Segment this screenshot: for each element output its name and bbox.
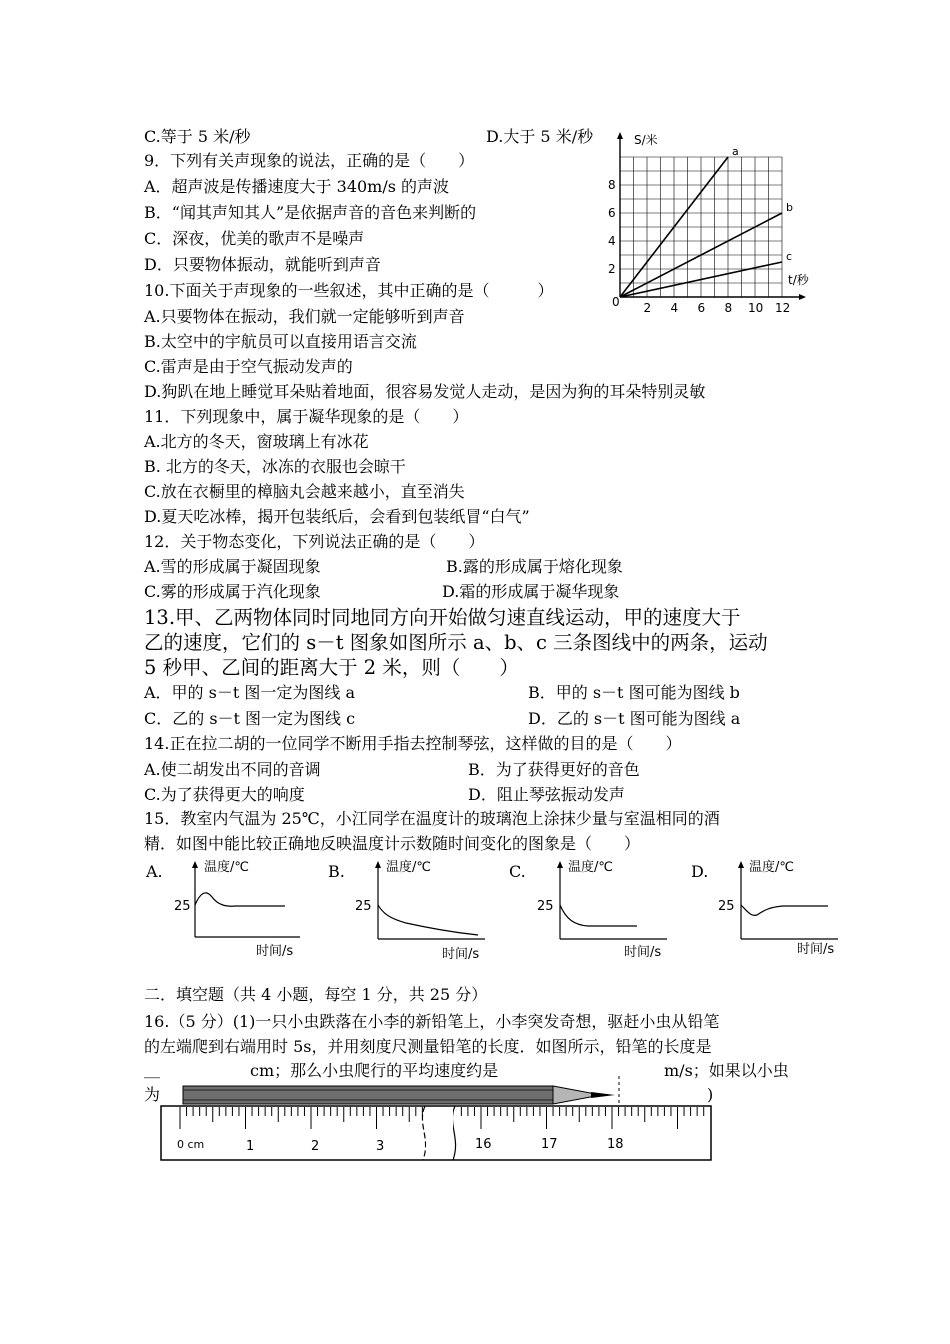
q10-option-c: C.雷声是由于空气振动发声的 (144, 357, 353, 376)
q9-option-d: D．只要物体振动，就能听到声音 (144, 255, 381, 274)
x-tick-label: 2 (643, 301, 652, 315)
graph-c-tick: 25 (537, 899, 554, 914)
q16-line2: 的左端爬到右端用时 5s，并用刻度尺测量铅笔的长度．如图所示，铅笔的长度是 (144, 1037, 712, 1056)
x-axis-arrow (799, 294, 806, 300)
q8-option-c: C.等于 5 米/秒 (144, 127, 251, 146)
q11-option-d: D.夏天吃冰棒，揭开包装纸后，会看到包装纸冒“白气” (144, 507, 530, 526)
q15-graph-c (532, 855, 682, 960)
q14-stem: 14.正在拉二胡的一位同学不断用手指去控制琴弦，这样做的目的是（ ） (144, 734, 682, 753)
st-chart-origin-label: 0 (612, 295, 620, 309)
x-tick-label: 6 (697, 301, 706, 315)
q15-line2: 精．如图中能比较正确地反映温度计示数随时间变化的图象是（ ） (144, 834, 641, 853)
q15-graph-b (350, 855, 500, 960)
q13-line3: 5 秒甲、乙间的距离大于 2 米，则（ ） (144, 656, 519, 679)
q15-label-a: A. (146, 862, 163, 881)
y-axis-arrow (617, 132, 623, 139)
x-tick-label: 10 (748, 301, 764, 315)
x-tick-label: 4 (670, 301, 679, 315)
y-tick-label: 4 (608, 234, 616, 248)
x-tick-label: 12 (775, 301, 791, 315)
ruler-label-16: 16 (475, 1137, 492, 1152)
q16-line1: 16.（5 分）(1)一只小虫跌落在小李的新铅笔上，小李突发奇想，驱赶小虫从铅笔 (144, 1012, 720, 1031)
ruler-label-18: 18 (607, 1137, 624, 1152)
q9-option-a: A．超声波是传播速度大于 340m/s 的声波 (144, 177, 450, 196)
st-chart-ylabel: S/米 (634, 133, 658, 147)
graph-c-xlabel: 时间/s (624, 945, 662, 960)
graph-a-xlabel: 时间/s (256, 944, 294, 959)
series-label-c: c (786, 250, 793, 263)
q14-option-b: B．为了获得更好的音色 (468, 760, 640, 779)
q9-stem: 9．下列有关声现象的说法，正确的是（ ） (144, 151, 475, 170)
q13-option-d: D．乙的 s－t 图可能为图线 a (528, 709, 741, 728)
q16-line4-start: 为 (144, 1085, 161, 1104)
st-chart (600, 128, 825, 318)
st-chart-xlabel: t/秒 (788, 273, 809, 287)
q11-option-a: A.北方的冬天，窗玻璃上有冰花 (144, 432, 369, 451)
q9-option-b: B．“闻其声知其人”是依据声音的音色来判断的 (144, 203, 477, 222)
graph-d-ylabel: 温度/℃ (749, 860, 794, 875)
q15-label-d: D. (691, 862, 709, 881)
q16-unit-ms: m/s；如果以小虫 (664, 1061, 789, 1080)
ruler-label-1: 1 (246, 1139, 255, 1154)
series-label-b: b (786, 201, 793, 214)
q12-option-c: C.雾的形成属于汽化现象 (144, 582, 321, 601)
graph-d-xlabel: 时间/s (797, 942, 835, 957)
q14-option-d: D．阻止琴弦振动发声 (468, 785, 625, 804)
q16-blank-prefix: ＿ (144, 1061, 161, 1080)
q13-line1: 13.甲、乙两物体同时同地同方向开始做匀速直线运动，甲的速度大于 (144, 606, 741, 629)
q11-option-c: C.放在衣橱里的樟脑丸会越来越小，直至消失 (144, 482, 465, 501)
q15-graph-d (713, 855, 863, 960)
q12-option-d: D.霜的形成属于凝华现象 (442, 582, 620, 601)
q15-line1: 15．教室内气温为 25℃，小江同学在温度计的玻璃泡上涂抹少量与室温相同的酒 (144, 809, 720, 828)
y-tick-label: 2 (608, 262, 616, 276)
q15-label-c: C. (509, 862, 526, 881)
graph-a-ylabel: 温度/℃ (204, 860, 249, 875)
q16-unit-cm: cm；那么小虫爬行的平均速度约是 (250, 1061, 499, 1080)
q13-option-b: B．甲的 s－t 图可能为图线 b (528, 683, 740, 702)
q12-option-a: A.雪的形成属于凝固现象 (144, 557, 321, 576)
ruler-unit-label: 0 cm (177, 1138, 205, 1151)
q11-option-b: B. 北方的冬天，冰冻的衣服也会晾干 (144, 457, 406, 476)
q14-option-a: A.使二胡发出不同的音调 (144, 760, 321, 779)
ruler-label-3: 3 (376, 1139, 385, 1154)
pencil-ruler-figure (155, 1076, 725, 1166)
graph-b-xlabel: 时间/s (442, 947, 480, 960)
q11-stem: 11．下列现象中，属于凝华现象的是（ ） (144, 407, 469, 426)
q15-graph-a (170, 855, 320, 960)
q14-option-c: C.为了获得更大的响度 (144, 785, 305, 804)
q10-option-a: A.只要物体在振动，我们就一定能够听到声音 (144, 307, 465, 326)
q13-option-a: A．甲的 s－t 图一定为图线 a (144, 683, 355, 702)
q15-label-b: B. (328, 862, 345, 881)
st-chart-grid (620, 157, 782, 297)
graph-b-ylabel: 温度/℃ (386, 860, 431, 875)
graph-b-tick: 25 (355, 899, 372, 914)
graph-c-ylabel: 温度/℃ (568, 860, 613, 875)
q13-line2: 乙的速度，它们的 s－t 图象如图所示 a、b、c 三条图线中的两条，运动 (144, 631, 768, 654)
q10-option-d: D.狗趴在地上睡觉耳朵贴着地面，很容易发觉人走动，是因为狗的耳朵特别灵敏 (144, 382, 706, 401)
q10-option-b: B.太空中的宇航员可以直接用语言交流 (144, 332, 417, 351)
q16-line4-end: ) (707, 1085, 714, 1104)
q10-stem: 10.下面关于声现象的一些叙述，其中正确的是（ ） (144, 281, 554, 300)
series-label-a: a (732, 145, 739, 158)
ruler-label-2: 2 (311, 1139, 320, 1154)
graph-d-tick: 25 (718, 899, 735, 914)
graph-a-tick: 25 (174, 899, 191, 914)
y-tick-label: 6 (608, 206, 616, 220)
st-chart-series (620, 145, 793, 297)
section2-title: 二．填空题（共 4 小题，每空 1 分，共 25 分） (144, 985, 488, 1004)
q12-option-b: B.露的形成属于熔化现象 (446, 557, 623, 576)
pencil-body (183, 1086, 553, 1104)
q8-option-d: D.大于 5 米/秒 (486, 127, 594, 146)
q12-stem: 12．关于物态变化，下列说法正确的是（ ） (144, 532, 485, 551)
q9-option-c: C．深夜，优美的歌声不是噪声 (144, 229, 365, 248)
ruler-label-17: 17 (541, 1137, 558, 1152)
y-tick-label: 8 (608, 178, 616, 192)
x-tick-label: 8 (724, 301, 733, 315)
q13-option-c: C．乙的 s－t 图一定为图线 c (144, 709, 356, 728)
